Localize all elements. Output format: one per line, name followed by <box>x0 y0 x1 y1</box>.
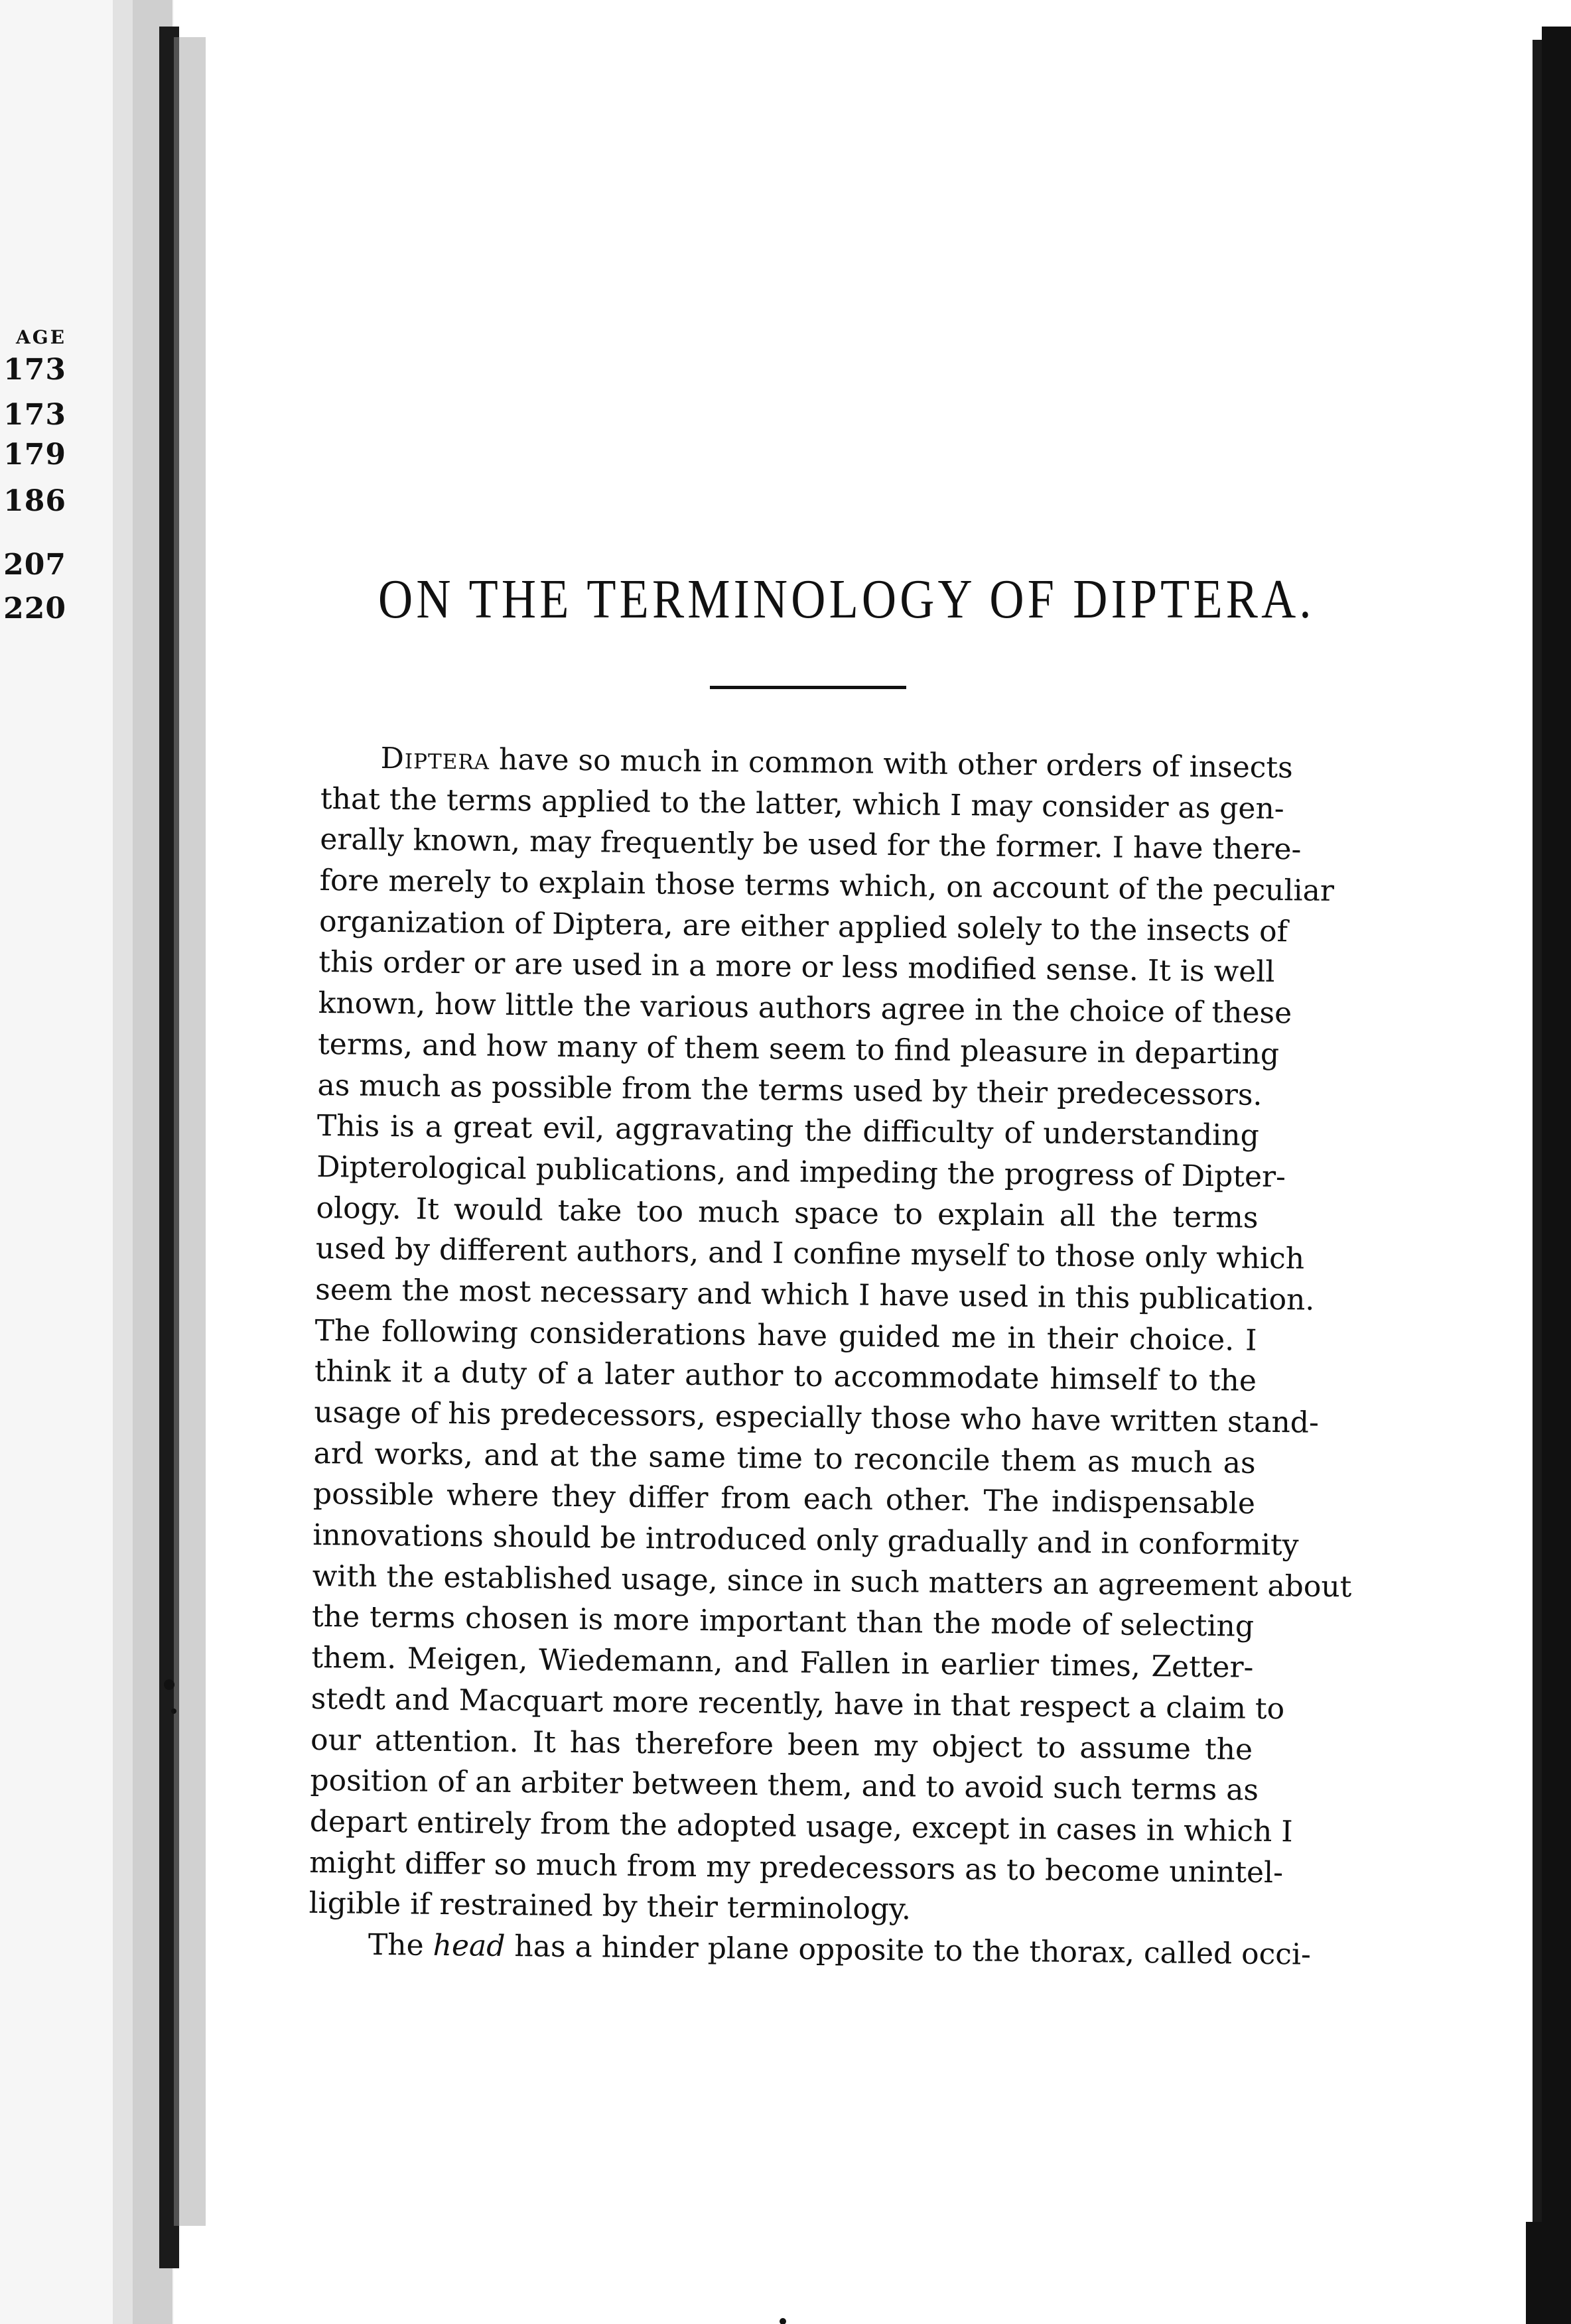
article-body <box>308 738 1352 1974</box>
left-page-fragment <box>0 0 113 2324</box>
text-line: Dipterological publications, and impeding the progress of Dipter- <box>316 1149 1286 1194</box>
text-line: stedt and Macquart more recently, have in that respect a claim to <box>310 1681 1285 1726</box>
text-line: depart entirely from the adopted usage, except in cases in which I <box>309 1804 1293 1849</box>
text-line: used by different authors, and I confine myself to those only which <box>315 1232 1305 1276</box>
text-line: erally known, may frequently be used for the former. I have there- <box>320 822 1302 867</box>
lead-word: Diptera <box>380 741 490 777</box>
text-line: possible where they differ from each other. The indispensable <box>312 1477 1256 1521</box>
text-line: with the established usage, since in such matters an agreement about <box>312 1559 1352 1604</box>
text-line: innovations should be introduced only gradually and in conformity <box>312 1517 1299 1563</box>
text-line: the terms chosen is more important than the mode of selecting <box>311 1600 1255 1644</box>
left-page-number: 207 <box>3 548 66 582</box>
text-line: known, how little the various authors agree in the choice of these <box>318 986 1292 1031</box>
left-page-number: 220 <box>3 592 66 625</box>
text-line: usage of his predecessors, especially those who have written stand- <box>314 1395 1320 1440</box>
article-title: ON THE TERMINOLOGY OF DIPTERA. <box>378 568 1315 630</box>
left-page-number: 186 <box>3 484 66 518</box>
text-line: terms, and how many of them seem to find pleasure in departing <box>317 1027 1280 1071</box>
text-line: our attention. It has therefore been my object to assume the <box>310 1722 1253 1767</box>
text-line: organization of Diptera, are either applied solely to the insects of <box>318 904 1288 949</box>
left-page-number: 179 <box>3 438 66 472</box>
text-line: This is a great evil, aggravating the difficulty of understanding <box>316 1109 1260 1153</box>
italic-term: head <box>433 1928 506 1963</box>
text-line: The following considerations have guided me in their choice. I <box>314 1313 1257 1358</box>
left-page-number: 173 <box>3 398 66 432</box>
text-line: as much as possible from the terms used by their predecessors. <box>317 1068 1263 1112</box>
text-line: ard works, and at the same time to reconcile them as much as <box>313 1436 1256 1480</box>
title-rule <box>710 686 906 689</box>
text-line: ology. It would take too much space to explain all the terms <box>316 1191 1259 1235</box>
text-line: position of an arbiter between them, and to avoid such terms as <box>310 1764 1259 1808</box>
text-line: ligible if restrained by their terminology. <box>308 1886 912 1927</box>
text-line: that the terms applied to the latter, which I may consider as gen- <box>320 781 1284 826</box>
text-line: The head has a hinder plane opposite to the thorax, called occi- <box>368 1927 1312 1972</box>
text-line: might differ so much from my predecessors as to become unintel- <box>308 1845 1284 1890</box>
left-page-label: AGE <box>16 326 66 348</box>
text-line: them. Meigen, Wiedemann, and Fallen in earlier times, Zetter- <box>311 1641 1254 1685</box>
left-page-number: 173 <box>3 353 66 387</box>
text-line: this order or are used in a more or less modified sense. It is well <box>318 945 1275 990</box>
text-line: Diptera have so much in common with other orders of insects <box>380 741 1293 785</box>
text-line: fore merely to explain those terms which, on account of the peculiar <box>319 864 1335 909</box>
text-line: think it a duty of a later author to accommodate himself to the <box>314 1354 1257 1399</box>
text-line: seem the most necessary and which I have used in this publication. <box>315 1272 1315 1317</box>
